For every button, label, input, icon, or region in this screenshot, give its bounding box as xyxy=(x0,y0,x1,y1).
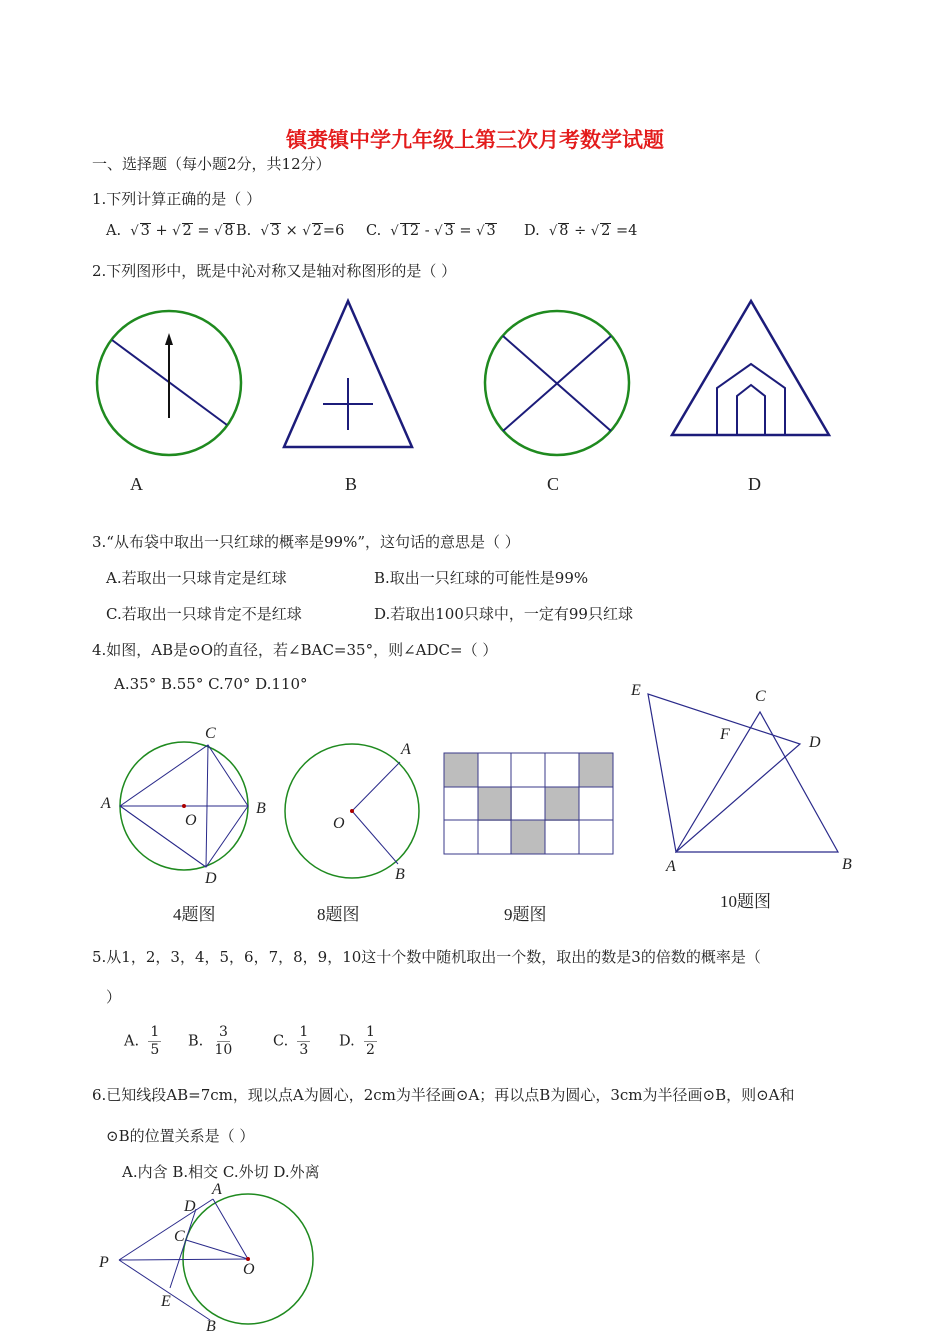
bottom-fig-label-c: C xyxy=(174,1228,185,1245)
q6-figure xyxy=(119,1194,313,1324)
q5-b-label: B. xyxy=(188,1033,204,1050)
q1-a-label: A. xyxy=(106,223,122,239)
q1-d-r2: 2 xyxy=(601,223,611,239)
q1-b-eq: =6 xyxy=(322,223,345,239)
fig10-label-b: B xyxy=(842,856,852,873)
q1-d-op: ÷ xyxy=(574,223,587,239)
fig4-label-d: D xyxy=(205,870,217,887)
q1-option-d: D. √ 8 ÷ √ 2 =4 xyxy=(524,223,638,239)
q1-a-r3: 8 xyxy=(224,223,234,239)
q2-figure-b xyxy=(284,301,412,447)
q5-a-num: 1 xyxy=(150,1024,160,1040)
q5-b-den: 10 xyxy=(214,1042,233,1058)
q5-d-den: 2 xyxy=(365,1042,375,1058)
q3-option-c: C.若取出一只球肯定不是红球 xyxy=(106,605,302,623)
q1-c-label: C. xyxy=(366,223,382,239)
q3-option-d: D.若取出100只球中，一定有99只红球 xyxy=(374,605,633,623)
q1-d-label: D. xyxy=(524,223,540,239)
q4-options: A.35° B.55° C.70° D.110° xyxy=(114,675,308,693)
q2-stem: 2.下列图形中，既是中沁对称又是轴对称图形的是（ ） xyxy=(92,262,457,280)
q5-c-label: C. xyxy=(273,1033,289,1050)
section-heading: 一、选择题（每小题2分，共12分） xyxy=(92,155,331,173)
bottom-fig-label-e: E xyxy=(161,1293,171,1310)
bottom-fig-label-b: B xyxy=(206,1318,216,1335)
q5-c-fraction xyxy=(297,1024,310,1059)
page-title: 镇赉镇中学九年级上第三次月考数学试题 xyxy=(286,128,664,152)
q1-c-r2: 3 xyxy=(444,223,454,239)
q1-c-eq: = xyxy=(459,223,472,239)
fig4-label-a: A xyxy=(101,795,111,812)
q5-option-c xyxy=(273,1024,310,1059)
q1-a-r2: 2 xyxy=(182,223,192,239)
q2-figure-d xyxy=(672,301,829,435)
bottom-fig-label-a: A xyxy=(212,1181,222,1198)
q1-c-r3: 3 xyxy=(486,223,496,239)
q4-stem: 4.如图，AB是⊙O的直径，若∠BAC=35°，则∠ADC=（ ） xyxy=(92,641,498,659)
q5-stem-end: ） xyxy=(106,988,122,1006)
q5-b-fraction xyxy=(212,1024,234,1059)
fig4-label-b: B xyxy=(256,800,266,817)
q6-stem: 6.已知线段AB=7cm，现以点A为圆心，2cm为半径画⊙A；再以点B为圆心，3cm为半径画⊙B，则⊙A和 xyxy=(92,1086,795,1104)
q3-option-a: A.若取出一只球肯定是红球 xyxy=(106,569,287,587)
fig8-label-a: A xyxy=(401,741,411,758)
q5-d-fraction xyxy=(364,1024,377,1059)
q3-option-b: B.取出一只红球的可能性是99% xyxy=(374,569,589,587)
q5-option-b xyxy=(188,1024,234,1059)
fig10-label-f: F xyxy=(720,726,730,743)
fig10-label-e: E xyxy=(631,682,641,699)
q5-a-fraction xyxy=(148,1024,161,1059)
q2-figure-a xyxy=(97,311,241,455)
fig9-grid xyxy=(444,753,613,854)
fig10-label-a: A xyxy=(666,858,676,875)
fig4-caption: 4题图 xyxy=(173,905,216,924)
q5-a-label: A. xyxy=(124,1033,140,1050)
fig4-label-o: O xyxy=(185,812,197,829)
fig8-caption: 8题图 xyxy=(317,905,360,924)
fig10-label-d: D xyxy=(809,734,821,751)
fig4-label-c: C xyxy=(205,725,216,742)
fig8-label-b: B xyxy=(395,866,405,883)
q5-stem: 5.从1，2，3，4，5，6，7，8，9，10这十个数中随机取出一个数，取出的数是3的倍数的概率是（ xyxy=(92,948,761,966)
bottom-fig-label-d: D xyxy=(184,1198,196,1215)
q3-stem: 3.“从布袋中取出一只红球的概率是99%”，这句话的意思是（ ） xyxy=(92,533,520,551)
q5-option-a xyxy=(124,1024,161,1059)
q1-b-r1: 3 xyxy=(270,223,281,239)
q1-c-op: - xyxy=(424,223,430,239)
bottom-fig-label-o: O xyxy=(243,1261,255,1278)
q1-d-r1: 8 xyxy=(559,223,569,239)
q2-label-b: B xyxy=(345,474,358,494)
q1-b-r2: 2 xyxy=(312,223,322,239)
q1-b-op: × xyxy=(285,223,298,239)
q2-label-a: A xyxy=(130,474,143,494)
fig10-label-c: C xyxy=(755,688,766,705)
q5-c-num: 1 xyxy=(299,1024,309,1040)
fig8-diagram xyxy=(285,744,419,878)
q2-label-d: D xyxy=(748,474,761,494)
q5-a-den: 5 xyxy=(150,1042,160,1058)
q2-label-c: C xyxy=(547,474,560,494)
q1-stem: 1.下列计算正确的是（ ） xyxy=(92,190,262,208)
q6-options: A.内含 B.相交 C.外切 D.外离 xyxy=(122,1163,320,1181)
q1-option-c: C. √ 12 - √ 3 = √ 3 xyxy=(366,223,496,239)
bottom-fig-label-p: P xyxy=(99,1254,109,1271)
q6-stem-cont: ⊙B的位置关系是（ ） xyxy=(106,1127,255,1145)
fig4-diagram xyxy=(120,742,248,870)
q1-a-op: + xyxy=(155,223,168,239)
q5-b-num: 3 xyxy=(218,1024,228,1040)
q1-d-eq: =4 xyxy=(615,223,638,239)
fig8-label-o: O xyxy=(333,815,345,832)
q1-a-eq: = xyxy=(197,223,210,239)
q5-option-d xyxy=(339,1024,377,1059)
q1-b-label: B. xyxy=(236,223,252,239)
q5-c-den: 3 xyxy=(299,1042,309,1058)
fig10-caption: 10题图 xyxy=(720,892,771,911)
q5-d-label: D. xyxy=(339,1033,355,1050)
fig9-caption: 9题图 xyxy=(504,905,547,924)
fig10-diagram xyxy=(648,694,838,852)
q1-c-r1: 12 xyxy=(400,223,420,239)
q2-figure-c xyxy=(485,311,629,455)
q5-d-num: 1 xyxy=(365,1024,375,1040)
q1-a-r1: 3 xyxy=(140,223,150,239)
q1-option-a: A. √ 3 + √ 2 = √ 8 xyxy=(106,223,234,239)
q1-option-b: B. √ 3 × √ 2=6 xyxy=(236,223,345,239)
